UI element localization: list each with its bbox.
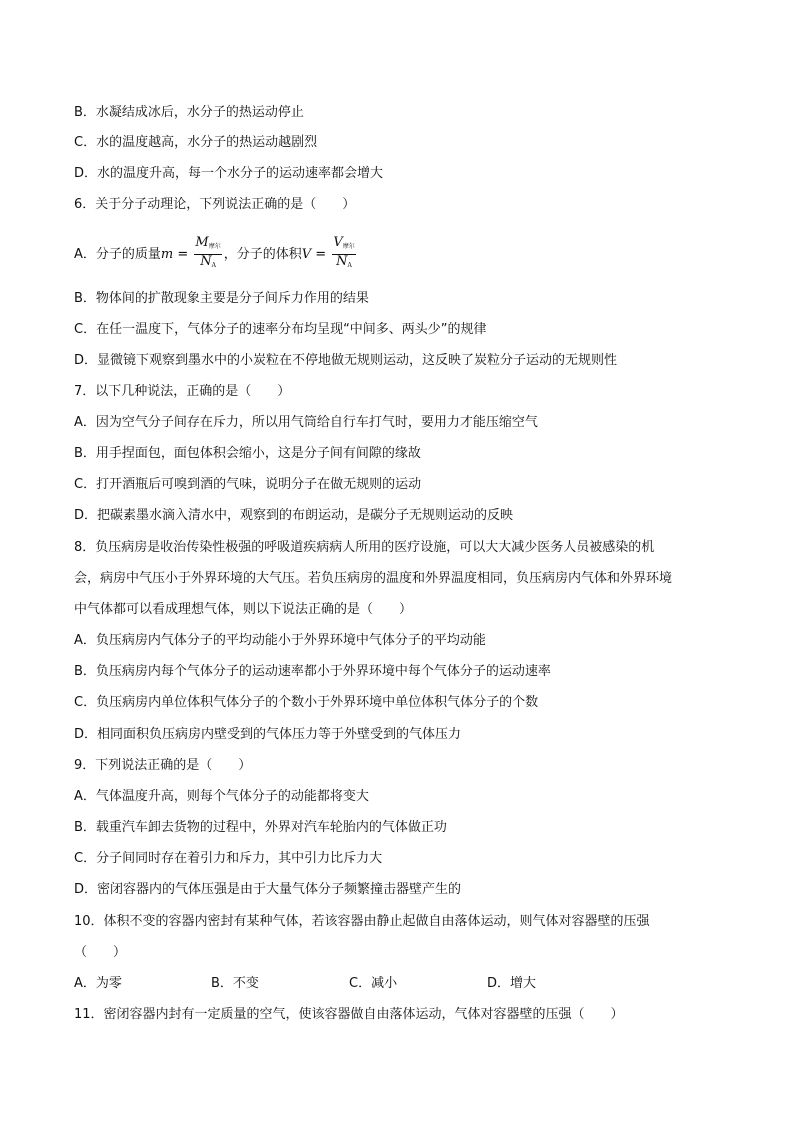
molar-subscript: 摩尔 [208,243,221,250]
mass-fraction-denominator [200,255,216,273]
q7-option-a: A．因为空气分子间存在斥力，所以用气筒给自行车打气时，要用力才能压缩空气 [74,415,538,430]
q6-option-a-mid: ，分子的体积 [223,247,302,262]
q6-option-c: C．在任一温度下，气体分子的速率分布均呈现“中间多、两头少”的规律 [74,322,487,337]
volume-fraction-numerator [332,236,355,255]
volume-symbol: V [301,247,312,262]
mass-fraction [194,236,221,273]
q6-option-a-prefix: A．分子的质量 [74,247,161,262]
q8-stem-line1: 8．负压病房是收治传染性极强的呼吸道疾病病人所用的医疗设施，可以大大减少医务人员被感染的机 [74,540,655,555]
q7-option-b: B．用手捏面包，面包体积会缩小，这是分子间有间隙的缘故 [74,446,421,461]
q8-option-c: C．负压病房内单位体积气体分子的个数小于外界环境中单位体积气体分子的个数 [74,695,539,710]
q9-stem: 9．下列说法正确的是（ ） [74,758,252,773]
q9-option-b: B．载重汽车卸去货物的过程中，外界对汽车轮胎内的气体做正功 [74,820,447,835]
q10-option-b: B．不变 [211,976,259,991]
q9-option-a: A．气体温度升高，则每个气体分子的动能都将变大 [74,789,369,804]
molar-mass-symbol: M [195,235,209,250]
equals-sign-2: = [311,247,331,262]
volume-fraction [332,236,355,273]
mass-fraction-numerator [194,236,221,255]
q10-option-a: A．为零 [74,976,122,991]
molar-volume-symbol: V [333,235,343,250]
q9-option-d: D．密闭容器内的气体压强是由于大量气体分子频繁撞击器壁产生的 [74,882,462,897]
q8-option-d: D．相同面积负压病房内壁受到的气体压力等于外壁受到的气体压力 [74,727,462,742]
q10-option-c: C．减小 [349,976,398,991]
q6-stem: 6．关于分子动理论，下列说法正确的是（ ） [74,197,356,212]
q6-option-b: B．物体间的扩散现象主要是分子间斥力作用的结果 [74,291,369,306]
q9-option-c: C．分子间同时存在着引力和斥力，其中引力比斥力大 [74,851,383,866]
q5-option-b: B．水凝结成冰后，水分子的热运动停止 [74,105,304,120]
molar-subscript-2: 摩尔 [342,243,355,250]
q10-stem-line1: 10．体积不变的容器内密封有某种气体，若该容器由静止起做自由落体运动，则气体对容器壁的压强 [74,914,650,929]
avogadro-subscript-2: A [347,262,352,269]
q8-stem-line2: 会，病房中气压小于外界环境的大气压。若负压病房的温度和外界温度相同，负压病房内气体和外界环境 [74,571,673,586]
mass-symbol: m [160,247,174,262]
q8-option-a: A．负压病房内气体分子的平均动能小于外界环境中气体分子的平均动能 [74,633,486,648]
q10-options [74,974,734,994]
q8-stem-line3: 中气体都可以看成理想气体，则以下说法正确的是（ ） [74,602,413,617]
q5-option-d: D．水的温度升高，每一个水分子的运动速率都会增大 [74,166,384,181]
q6-option-a [74,236,358,273]
q11-stem: 11．密闭容器内封有一定质量的空气，使该容器做自由落体运动，气体对容器壁的压强（ ） [74,1007,624,1022]
avogadro-subscript: A [211,262,216,269]
equals-sign: = [173,247,193,262]
q7-option-c: C．打开酒瓶后可嗅到酒的气味，说明分子在做无规则的运动 [74,477,422,492]
q7-stem: 7．以下几种说法，正确的是（ ） [74,384,291,399]
avogadro-symbol-2: N [336,254,348,269]
q8-option-b: B．负压病房内每个气体分子的运动速率都小于外界环境中每个气体分子的运动速率 [74,664,551,679]
volume-fraction-denominator [336,255,352,273]
q7-option-d: D．把碳素墨水滴入清水中，观察到的布朗运动，是碳分子无规则运动的反映 [74,508,514,523]
q10-stem-line2: （ ） [74,945,127,960]
q6-option-d: D．显微镜下观察到墨水中的小炭粒在不停地做无规则运动，这反映了炭粒分子运动的无规则性 [74,353,618,368]
q5-option-c: C．水的温度越高，水分子的热运动越剧烈 [74,135,318,150]
avogadro-symbol: N [200,254,212,269]
q10-option-d: D．增大 [487,976,537,991]
